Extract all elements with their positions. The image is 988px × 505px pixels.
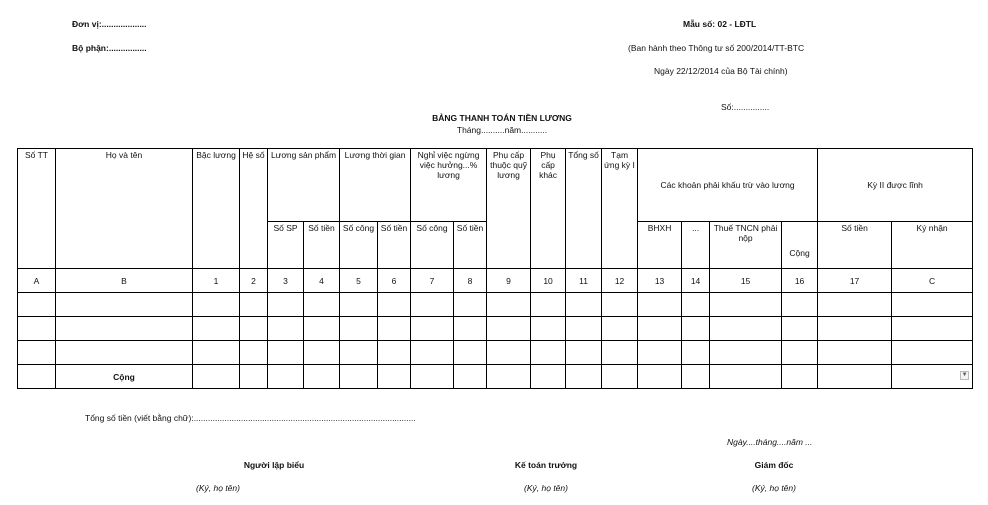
signature-role-director: Giám đốc [754,460,794,470]
table-cell[interactable] [304,341,340,365]
page-title: BẢNG THANH TOÁN TIỀN LƯƠNG [432,113,572,123]
table-cell[interactable] [602,317,638,341]
table-cell[interactable] [682,365,710,389]
column-code: B [56,269,193,293]
table-cell[interactable] [304,293,340,317]
table-cell[interactable] [340,317,378,341]
col-deduct-total: Cộng [782,222,818,269]
table-cell[interactable] [638,293,682,317]
table-cell[interactable] [892,293,973,317]
dropdown-arrow-icon[interactable]: ▼ [961,372,968,378]
issued-by-text: (Ban hành theo Thông tư số 200/2014/TT-BTC [628,43,805,53]
table-row [18,341,973,365]
col-time-amount: Số tiền [378,222,411,269]
signature-role-preparer: Người lập biểu [243,460,305,470]
col-time-days: Số công [340,222,378,269]
table-cell[interactable] [531,293,566,317]
table-cell[interactable] [710,365,782,389]
table-cell[interactable] [56,341,193,365]
table-cell[interactable] [378,341,411,365]
signature-note-preparer: (Ký, họ tên) [196,483,240,493]
table-cell[interactable] [602,365,638,389]
column-code: 16 [782,269,818,293]
column-code: 3 [268,269,304,293]
form-number: Mẫu số: 02 - LĐTL [683,19,757,29]
table-cell[interactable] [411,293,454,317]
column-code: A [18,269,56,293]
column-code: 14 [682,269,710,293]
total-row [18,365,973,389]
table-cell[interactable] [268,341,304,365]
header-row-1 [18,149,973,222]
column-code: 17 [818,269,892,293]
table-cell[interactable] [193,341,240,365]
col-coefficient: Hệ số [240,149,268,269]
column-code: 8 [454,269,487,293]
table-cell[interactable] [487,341,531,365]
table-cell[interactable] [531,317,566,341]
table-cell[interactable] [638,341,682,365]
col-time-salary: Lương thời gian [340,149,411,222]
column-code: 1 [193,269,240,293]
table-cell[interactable] [240,365,268,389]
table-cell[interactable] [193,317,240,341]
table-cell[interactable] [240,317,268,341]
table-cell[interactable] [411,341,454,365]
table-row [18,293,973,317]
table-cell[interactable] [240,341,268,365]
table-cell[interactable] [682,293,710,317]
column-code: 11 [566,269,602,293]
col-leave-days: Số công [411,222,454,269]
col-deductions: Các khoản phải khấu trừ vào lương [638,149,818,222]
total-label: Cộng [56,365,193,389]
table-cell[interactable] [638,317,682,341]
col-grade: Bậc lương [193,149,240,269]
table-cell[interactable] [304,317,340,341]
table-cell[interactable] [18,317,56,341]
table-cell[interactable] [268,293,304,317]
table-cell[interactable] [638,365,682,389]
table-cell[interactable] [454,317,487,341]
table-cell[interactable] [411,317,454,341]
col-product-qty: Số SP [268,222,304,269]
col-total: Tổng số [566,149,602,269]
col-ellipsis: ... [682,222,710,269]
col-allowance-fund: Phụ cấp thuộc quỹ lương [487,149,531,269]
table-cell[interactable] [531,365,566,389]
table-cell[interactable] [454,293,487,317]
table-cell[interactable] [304,365,340,389]
table-cell[interactable] [818,341,892,365]
table-cell[interactable] [18,341,56,365]
unit-label: Đơn vị:................... [72,19,147,29]
table-cell[interactable] [602,293,638,317]
col-pit: Thuế TNCN phải nộp [710,222,782,269]
table-cell[interactable] [782,317,818,341]
table-cell[interactable] [566,365,602,389]
column-code: 5 [340,269,378,293]
table-cell[interactable] [566,317,602,341]
table-cell[interactable] [892,341,973,365]
table-cell[interactable] [18,365,56,389]
signature-note-accountant: (Ký, họ tên) [524,483,568,493]
table-cell[interactable] [240,293,268,317]
table-cell[interactable] [487,317,531,341]
column-code: 2 [240,269,268,293]
table-cell[interactable] [531,341,566,365]
table-cell[interactable] [268,317,304,341]
table-cell[interactable] [682,341,710,365]
table-cell[interactable] [411,365,454,389]
table-cell[interactable] [892,317,973,341]
table-cell[interactable] [892,365,973,389]
column-code: 7 [411,269,454,293]
signature-note-director: (Ký, họ tên) [752,483,796,493]
col-leave-amount: Số tiền [454,222,487,269]
table-cell[interactable] [710,317,782,341]
col-product-salary: Lương sản phẩm [268,149,340,222]
table-cell[interactable] [818,365,892,389]
table-cell[interactable] [56,317,193,341]
table-cell[interactable] [782,341,818,365]
col-period2-amount: Số tiền [818,222,892,269]
table-cell[interactable] [340,293,378,317]
table-cell[interactable] [378,293,411,317]
table-cell[interactable] [378,365,411,389]
column-code: 9 [487,269,531,293]
col-period2-sign: Ký nhận [892,222,973,269]
table-cell[interactable] [682,317,710,341]
page-subtitle: Tháng..........năm........... [456,125,548,135]
table-cell[interactable] [818,317,892,341]
table-cell[interactable] [602,341,638,365]
table-cell[interactable] [487,365,531,389]
table-cell[interactable] [487,293,531,317]
table-cell[interactable] [710,293,782,317]
table-row [18,317,973,341]
table-cell[interactable] [566,341,602,365]
column-code-row [18,269,973,293]
table-cell[interactable] [782,293,818,317]
table-cell[interactable] [193,293,240,317]
col-leave: Nghỉ việc ngừng việc hưởng...% lương [411,149,487,222]
column-code: 4 [304,269,340,293]
column-code: 10 [531,269,566,293]
table-cell[interactable] [56,293,193,317]
col-bhxh: BHXH [638,222,682,269]
table-cell[interactable] [378,317,411,341]
column-code: 6 [378,269,411,293]
column-code: 12 [602,269,638,293]
table-cell[interactable] [782,365,818,389]
column-code: 13 [638,269,682,293]
payroll-table [17,148,973,389]
table-cell[interactable] [340,341,378,365]
table-cell[interactable] [193,365,240,389]
table-cell[interactable] [454,365,487,389]
col-product-amount: Số tiền [304,222,340,269]
table-cell[interactable] [268,365,304,389]
table-cell[interactable] [710,341,782,365]
col-period2: Kỳ II được lĩnh [818,149,973,222]
table-cell[interactable] [818,293,892,317]
col-advance: Tạm ứng kỳ I [602,149,638,269]
amount-in-words: Tổng số tiền (viết bằng chữ):.............................................................................................. [85,413,416,423]
table-cell[interactable] [340,365,378,389]
col-name: Họ và tên [56,149,193,269]
col-allowance-other: Phụ cấp khác [531,149,566,269]
signature-role-accountant: Kế toán trưởng [514,460,578,470]
table-cell[interactable] [454,341,487,365]
issued-date-text: Ngày 22/12/2014 của Bộ Tài chính) [654,66,788,76]
column-code: 15 [710,269,782,293]
department-label: Bộ phận:................ [72,43,147,53]
table-cell[interactable] [566,293,602,317]
date-line: Ngày....tháng....năm ... [727,437,813,447]
table-cell[interactable] [18,293,56,317]
document-number: Số:............... [721,102,770,112]
col-stt: Số TT [18,149,56,269]
column-code: C [892,269,973,293]
